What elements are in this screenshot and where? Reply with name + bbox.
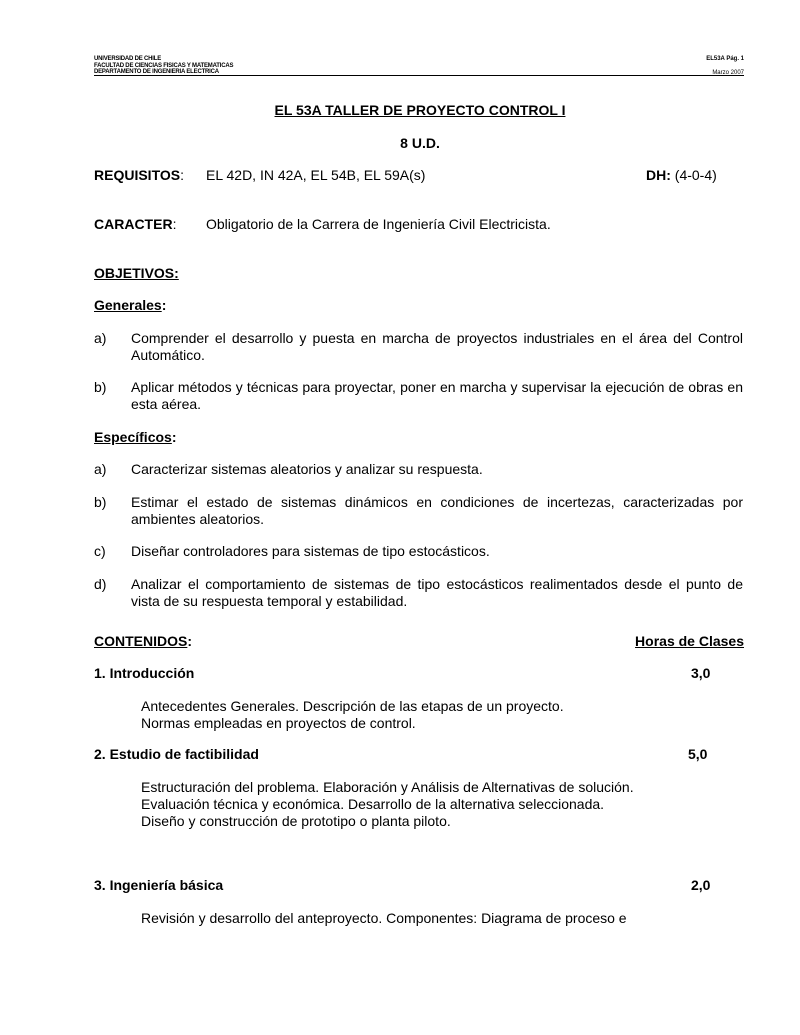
section-body [141, 698, 564, 732]
list-marker: a) [94, 330, 107, 346]
course-title-wrap [0, 102, 800, 118]
section-hours: 3,0 [691, 665, 711, 681]
contenidos-heading: CONTENIDOS [94, 633, 188, 649]
section-body [141, 779, 634, 830]
hours-heading: Horas de Clases [635, 633, 744, 649]
especificos-colon: : [171, 429, 177, 445]
dh-value: (4-0-4) [674, 167, 717, 183]
header-faculty: FACULTAD DE CIENCIAS FISICAS Y MATEMATICAS [94, 63, 234, 69]
list-item: Caracterizar sistemas aleatorios y analizar su respuesta. [131, 461, 483, 477]
caracter-label-wrap [94, 216, 176, 232]
section-title: 2. Estudio de factibilidad [94, 746, 259, 762]
contenidos-heading-wrap [94, 633, 192, 649]
header-department: DEPARTAMENTO DE INGENIERIA ELECTRICA [94, 69, 219, 75]
section-title: 3. Ingeniería básica [94, 877, 224, 893]
section-line: Antecedentes Generales. Descripción de las etapas de un proyecto. [141, 698, 564, 714]
section-body [141, 910, 627, 927]
requisitos-label-wrap [94, 167, 184, 183]
section-line: Diseño y construcción de prototipo o planta piloto. [141, 813, 451, 829]
generales-colon: : [161, 297, 167, 313]
list-item: Comprender el desarrollo y puesta en marcha de proyectos industriales en el área del Control Automático. [131, 330, 743, 363]
dh-wrap [646, 167, 717, 183]
requisitos-label: REQUISITOS [94, 167, 181, 183]
list-marker: d) [94, 576, 107, 592]
list-item: Aplicar métodos y técnicas para proyectar, poner en marcha y supervisar la ejecución de obras en esta aérea. [131, 379, 743, 412]
list-item: Analizar el comportamiento de sistemas de tipo estocásticos realimentados desde el punto de vista de su respuesta temporal y estabilidad. [131, 576, 743, 609]
list-marker: a) [94, 461, 107, 477]
section-line: Estructuración del problema. Elaboración y Análisis de Alternativas de solución. [141, 779, 634, 795]
caracter-value: Obligatorio de la Carrera de Ingeniería Civil Electricista. [206, 216, 551, 232]
caracter-label: CARACTER [94, 216, 173, 232]
header-university: UNIVERSIDAD DE CHILE [94, 56, 162, 62]
generales-heading-wrap [94, 297, 166, 313]
requisitos-colon: : [180, 167, 184, 183]
generales-heading: Generales [94, 297, 162, 313]
header-page-ref: EL53A Pág. 1 [706, 56, 744, 62]
especificos-heading: Específicos [94, 429, 172, 445]
section-line: Evaluación técnica y económica. Desarrollo de la alternativa seleccionada. [141, 796, 605, 812]
list-marker: b) [94, 494, 107, 510]
section-hours: 5,0 [688, 746, 708, 762]
section-title: 1. Introducción [94, 665, 195, 681]
list-item: Diseñar controladores para sistemas de tipo estocásticos. [131, 543, 490, 559]
header-date: Marzo 2007 [712, 70, 744, 76]
header-divider [94, 75, 744, 76]
section-line: Normas empleadas en proyectos de control. [141, 715, 416, 731]
course-units: 8 U.D. [400, 135, 440, 151]
course-title: EL 53A TALLER DE PROYECTO CONTROL I [274, 102, 566, 118]
objetivos-heading: OBJETIVOS: [94, 265, 179, 281]
list-marker: c) [94, 543, 106, 559]
contenidos-colon: : [187, 633, 193, 649]
dh-label: DH: [646, 167, 671, 183]
list-marker: b) [94, 379, 107, 395]
especificos-heading-wrap [94, 429, 177, 445]
caracter-colon: : [172, 216, 177, 232]
section-hours: 2,0 [691, 877, 711, 893]
list-item: Estimar el estado de sistemas dinámicos en condiciones de incertezas, caracterizadas por ambientes aleatorios. [131, 494, 743, 527]
section-line: Revisión y desarrollo del anteproyecto. Componentes: Diagrama de proceso e [141, 910, 627, 926]
requisitos-value: EL 42D, IN 42A, EL 54B, EL 59A(s) [206, 167, 426, 183]
